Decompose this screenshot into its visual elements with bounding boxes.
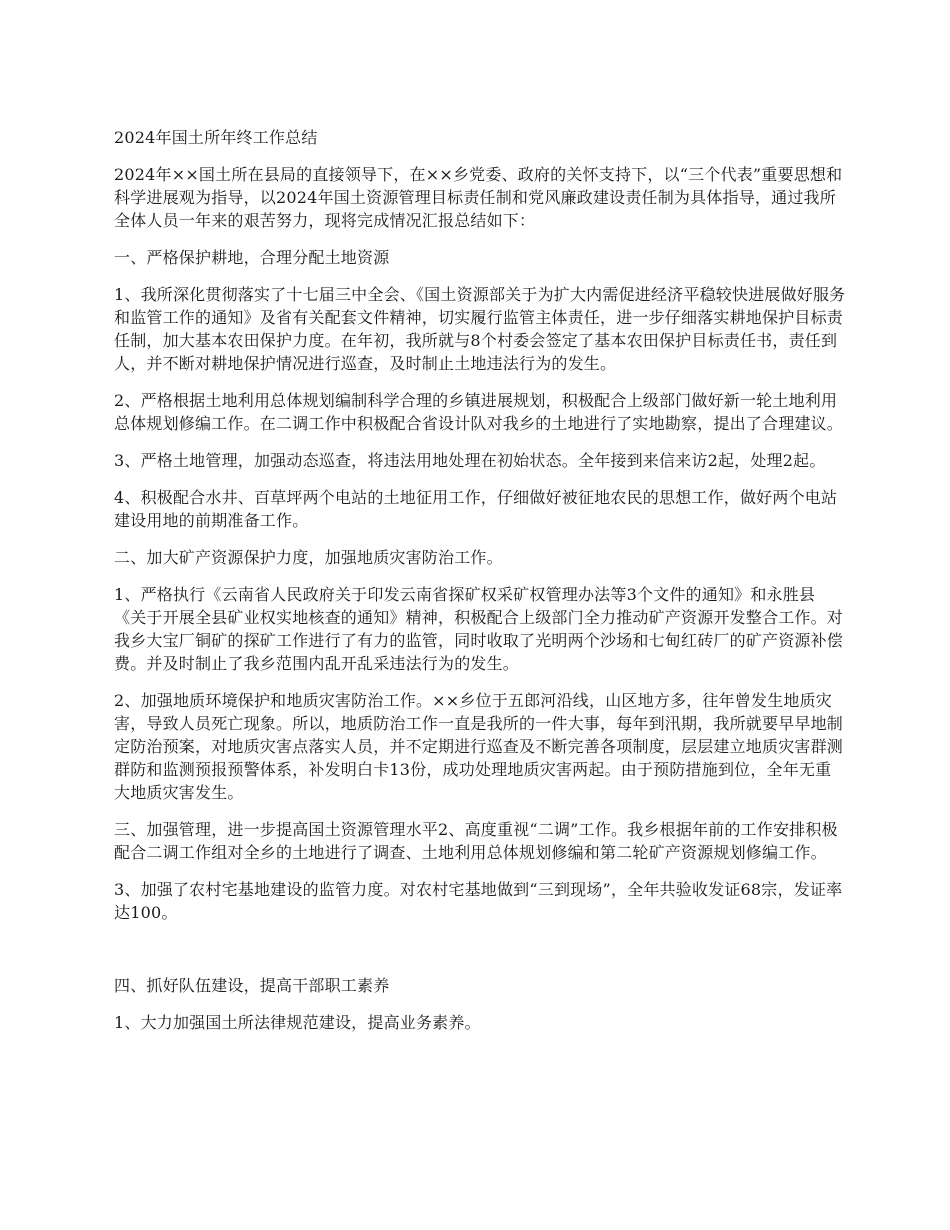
paragraph-2-2: 2、加强地质环境保护和地质灾害防治工作。××乡位于五郎河沿线，山区地方多，往年曾发生地质灾害，导致人员死亡现象。所以，地质防治工作一直是我所的一件大事，每年到汛期，我所就要早早地制定防治预案，对地质灾害点落实人员，并不定期进行巡查及不断完善各项制度，层层建立地质灾害群测群防和监测预报预警体系，补发明白卡13份，成功处理地质灾害两起。由于预防措施到位，全年无重大地质灾害发生。 — [114, 691, 844, 802]
paragraph-1-1: 1、我所深化贯彻落实了十七届三中全会、《国土资源部关于为扩大内需促进经济平稳较快进展做好服务和监管工作的通知》及省有关配套文件精神，切实履行监管主体责任，进一步仔细落实耕地保护目标责任制，加大基本农田保护力度。在年初，我所就与8个村委会签定了基本农田保护目标责任书，责任到人，并不断对耕地保护情况进行巡查，及时制止土地违法行为的发生。 — [114, 285, 846, 373]
paragraph-3-3: 3、加强了农村宅基地建设的监管力度。对农村宅基地做到“三到现场”，全年共验收发证68宗，发证率达100。 — [114, 880, 843, 922]
document-body — [114, 126, 846, 1034]
paragraph-1-2: 2、严格根据土地利用总体规划编制科学合理的乡镇进展规划，积极配合上级部门做好新一轮土地利用总体规划修编工作。在二调工作中积极配合省设计队对我乡的土地进行了实地勘察，提出了合理建议。 — [114, 391, 844, 433]
paragraph-2-1: 1、严格执行《云南省人民政府关于印发云南省探矿权采矿权管理办法等3个文件的通知》和永胜县《关于开展全县矿业权实地核查的通知》精神，积极配合上级部门全力推动矿产资源开发整合工作。对我乡大宝厂铜矿的探矿工作进行了有力的监管，同时收取了光明两个沙场和七甸红砖厂的矿产资源补偿费。并及时制止了我乡范围内乱开乱采违法行为的发生。 — [114, 585, 844, 673]
section-heading-1: 一、严格保护耕地，合理分配土地资源 — [114, 248, 390, 267]
paragraph-1-4: 4、积极配合水井、百草坪两个电站的土地征用工作，仔细做好被征地农民的思想工作，做好两个电站建设用地的前期准备工作。 — [114, 488, 838, 530]
paragraph-intro: 2024年××国土所在县局的直接领导下，在××乡党委、政府的关怀支持下，以“三个代表”重要思想和科学进展观为指导，以2024年国土资源管理目标责任制和党风廉政建设责任制为具体指导，通过我所全体人员一年来的艰苦努力，现将完成情况汇报总结如下： — [114, 165, 843, 230]
section-heading-2: 二、加大矿产资源保护力度，加强地质灾害防治工作。 — [114, 548, 503, 567]
paragraph-4-1: 1、大力加强国土所法律规范建设，提高业务素养。 — [114, 1013, 481, 1032]
section-heading-4: 四、抓好队伍建设，提高干部职工素养 — [114, 976, 390, 995]
section-heading-3: 三、加强管理，进一步提高国土资源管理水平2、高度重视“二调”工作。我乡根据年前的工作安排积极配合二调工作组对全乡的土地进行了调查、土地利用总体规划修编和第二轮矿产资源规划修编工作。 — [114, 820, 838, 862]
document-title: 2024年国土所年终工作总结 — [114, 128, 318, 147]
paragraph-1-3: 3、严格土地管理，加强动态巡查，将违法用地处理在初始状态。全年接到来信来访2起，处理2起。 — [114, 451, 826, 470]
